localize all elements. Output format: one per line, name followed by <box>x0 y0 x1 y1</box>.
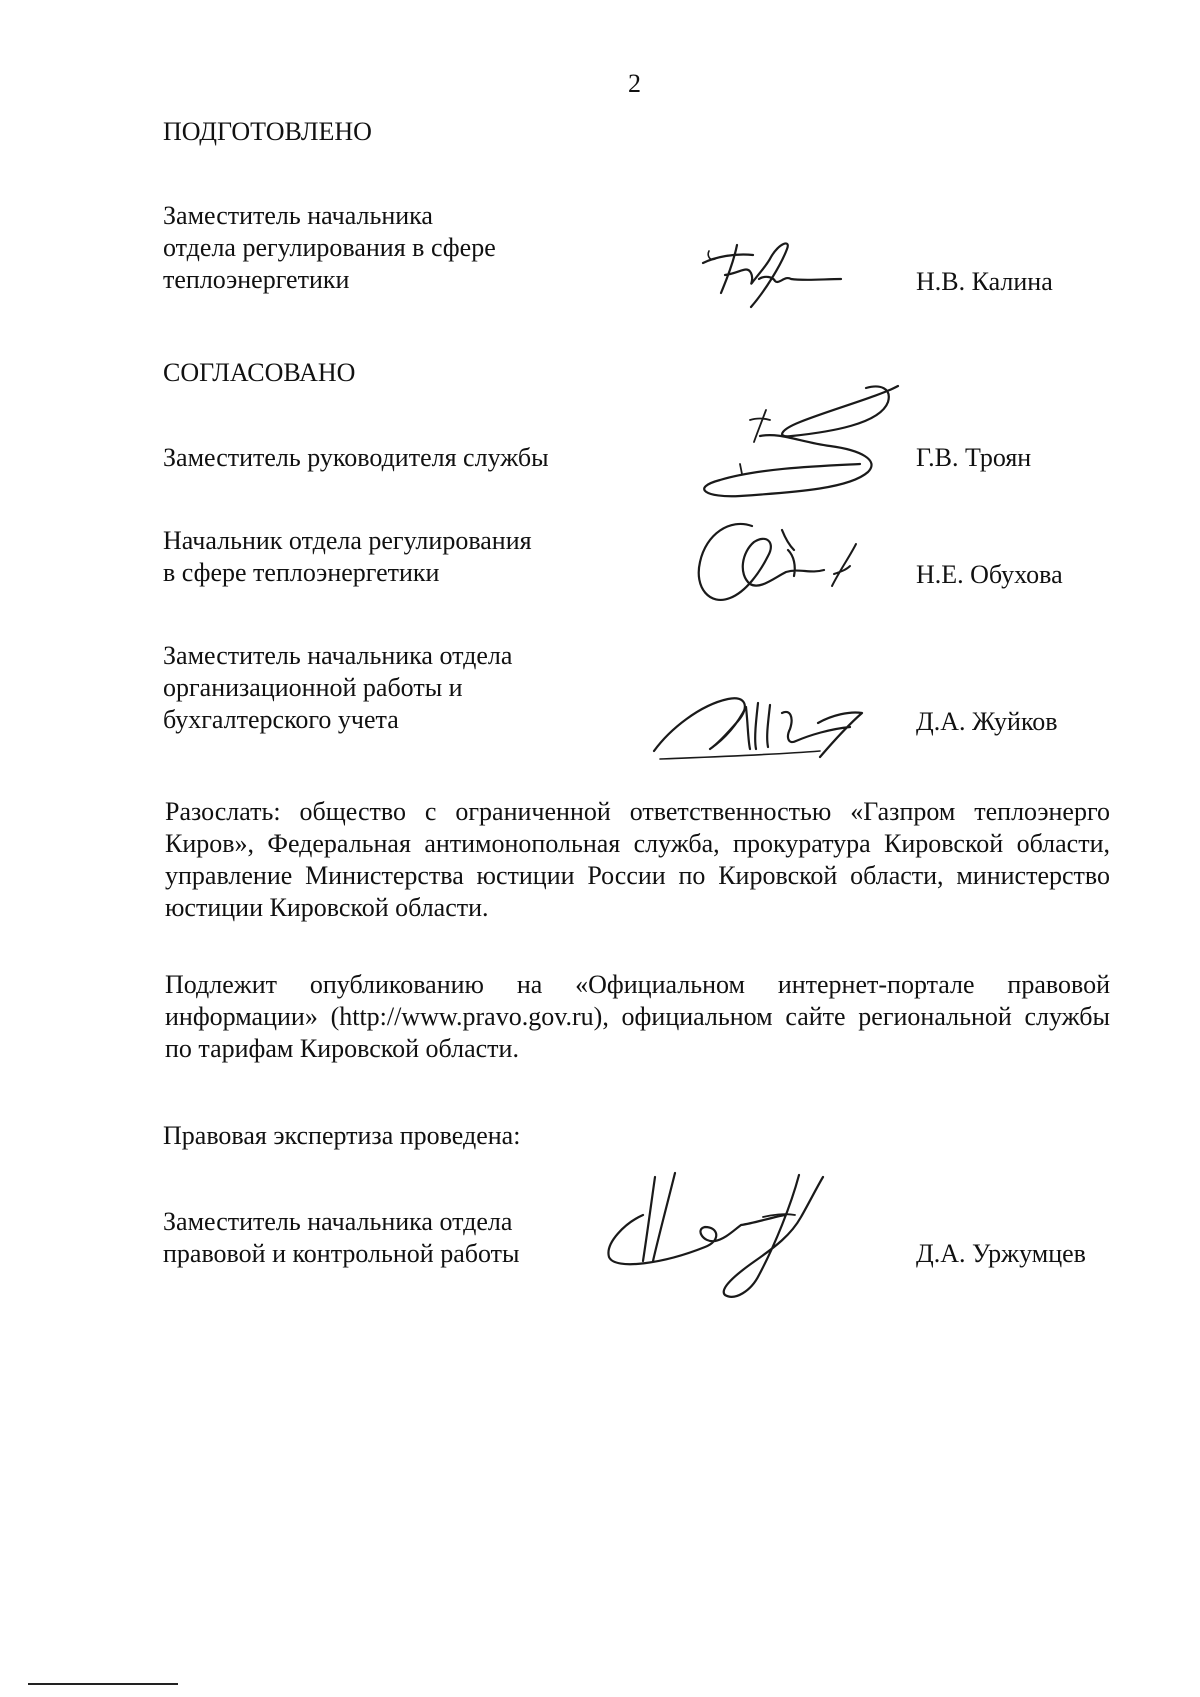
footnote-rule <box>28 1683 178 1685</box>
signature-troyan <box>680 380 910 520</box>
page-number: 2 <box>628 69 641 98</box>
signer-position-line: организационной работы и <box>163 673 463 702</box>
signer-position-line: Начальник отдела регулирования <box>163 526 532 555</box>
publication-paragraph: Подлежит опубликованию на «Официальном интернет-портале правовой информации» (http://www.pravo.gov.ru), официальном сайте региональной службы по тарифам Кировской области. <box>165 970 1110 1063</box>
signature-obukhova <box>690 512 870 612</box>
distribution-paragraph: Разослать: общество с ограниченной ответственностью «Газпром теплоэнерго Киров», Федеральная антимонопольная служба, прокуратура Кировской области, управление Министерства юстиции России по Кировской области, министерство юстиции Кировской области. <box>165 797 1110 922</box>
signature-zhuikov <box>650 685 880 767</box>
agreed-heading: СОГЛАСОВАНО <box>163 358 356 387</box>
prepared-signer-name: Н.В. Калина <box>916 267 1053 296</box>
signature-kalina <box>695 235 845 315</box>
signer-position-line: в сфере теплоэнергетики <box>163 558 440 587</box>
legal-heading: Правовая экспертиза проведена: <box>163 1121 521 1150</box>
legal-position-line: Заместитель начальника отдела <box>163 1207 513 1236</box>
legal-signer-name: Д.А. Уржумцев <box>916 1239 1086 1268</box>
signer-position-line: Заместитель начальника отдела <box>163 641 513 670</box>
prepared-position-line: отдела регулирования в сфере <box>163 233 496 262</box>
signer-position-line: Заместитель руководителя службы <box>163 443 549 472</box>
signer-position-line: бухгалтерского учета <box>163 705 399 734</box>
prepared-position-line: Заместитель начальника <box>163 201 433 230</box>
signature-urzhumtsev <box>595 1165 855 1305</box>
signer-name: Г.В. Троян <box>916 443 1032 472</box>
signer-name: Н.Е. Обухова <box>916 560 1063 589</box>
prepared-heading: ПОДГОТОВЛЕНО <box>163 117 372 146</box>
prepared-position-line: теплоэнергетики <box>163 265 350 294</box>
signer-name: Д.А. Жуйков <box>916 707 1058 736</box>
legal-position-line: правовой и контрольной работы <box>163 1239 520 1268</box>
